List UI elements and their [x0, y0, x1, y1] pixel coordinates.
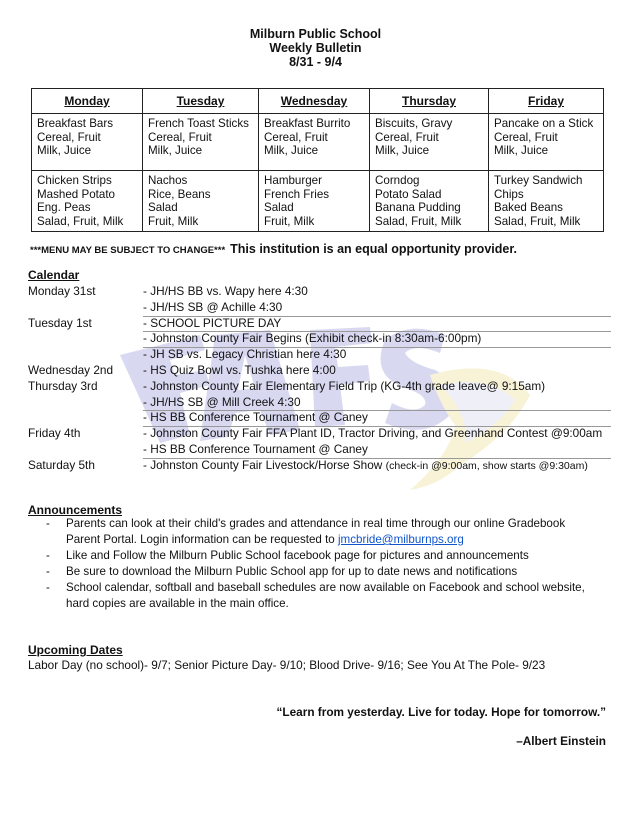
lunch-cell	[489, 171, 604, 232]
calendar-day: Tuesday 1st	[28, 315, 92, 330]
menu-item: Milk, Juice	[264, 144, 319, 158]
email-link[interactable]: jmcbride@milburnps.org	[337, 533, 464, 546]
quote-text: “Learn from yesterday. Live for today. Hope for tomorrow.”	[276, 705, 606, 719]
menu-item: Salad, Fruit, Milk	[375, 214, 462, 228]
calendar-event: - JH/HS BB vs. Wapy here 4:30	[143, 284, 308, 298]
calendar-day: Monday 31st	[28, 284, 96, 298]
menu-item: Nachos	[148, 174, 188, 187]
menu-item: Chips	[494, 187, 524, 201]
menu-day-header: Wednesday	[259, 89, 370, 114]
menu-item: Breakfast Bars	[37, 117, 114, 130]
menu-item: Chicken Strips	[37, 174, 112, 187]
lunch-row	[32, 171, 604, 232]
menu-item: Potato Salad	[375, 187, 442, 201]
school-name: Milburn Public School	[249, 27, 382, 41]
menu-item: Fruit, Milk	[148, 214, 199, 228]
announcements-heading: Announcements	[28, 503, 123, 517]
breakfast-cell	[259, 114, 370, 171]
menu-item: French Toast Sticks	[148, 117, 249, 130]
menu-item: Salad, Fruit, Milk	[494, 214, 581, 228]
breakfast-cell	[370, 114, 489, 171]
menu-day-header: Tuesday	[143, 89, 259, 114]
calendar-row	[28, 331, 608, 347]
menu-item: Cereal, Fruit	[264, 130, 328, 144]
breakfast-cell	[143, 114, 259, 171]
calendar-row	[28, 379, 608, 395]
calendar-row	[28, 347, 608, 363]
calendar-event: - HS BB Conference Tournament @ Caney	[143, 442, 611, 459]
breakfast-row	[32, 114, 604, 171]
equal-opportunity-statement: This institution is an equal opportunity provider.	[230, 242, 517, 256]
menu-item: Rice, Beans	[148, 187, 211, 201]
menu-item: Eng. Peas	[37, 201, 91, 215]
menu-item: Biscuits, Gravy	[375, 117, 453, 130]
calendar-row	[28, 442, 608, 458]
list-item	[28, 548, 588, 564]
menu-item: Cereal, Fruit	[494, 130, 558, 144]
calendar-row	[28, 395, 608, 411]
menu-item: Corndog	[375, 174, 420, 187]
calendar-event: - Johnston County Fair FFA Plant ID, Tractor Driving, and Greenhand Contest @9:00am	[143, 426, 603, 441]
calendar-event: - Johnston County Fair Elementary Field Trip (KG-4th grade leave@ 9:15am)	[143, 378, 546, 393]
bulletin-dates: 8/31 - 9/4	[289, 55, 342, 69]
menu-item: Milk, Juice	[37, 144, 92, 158]
calendar-row	[28, 300, 608, 316]
calendar-day: Wednesday 2nd	[28, 362, 114, 377]
calendar-event: - JH/HS SB @ Achille 4:30	[143, 300, 611, 317]
calendar-row	[28, 363, 608, 379]
menu-table	[31, 88, 604, 232]
calendar-row	[28, 458, 608, 474]
calendar-event: - JH/HS SB @ Mill Creek 4:30	[143, 395, 611, 412]
calendar-event: - SCHOOL PICTURE DAY	[143, 316, 611, 333]
menu-item: Pancake on a Stick	[494, 117, 594, 130]
lunch-cell	[32, 171, 143, 232]
menu-item: Cereal, Fruit	[37, 130, 101, 144]
calendar-day: Saturday 5th	[28, 457, 95, 472]
calendar-day: Thursday 3rd	[28, 378, 98, 393]
bullet-dash: -	[46, 565, 50, 578]
breakfast-cell	[489, 114, 604, 171]
menu-notice	[30, 240, 517, 258]
calendar-heading: Calendar	[28, 268, 80, 282]
announcement-text: Parents can look at their child's grades and attendance in real time through our online Gradebook Parent Portal. Login information can be requested to	[66, 517, 566, 546]
menu-item: Banana Pudding	[375, 201, 461, 215]
menu-item: Hamburger	[264, 174, 322, 187]
calendar-event: - HS BB Conference Tournament @ Caney	[143, 410, 611, 427]
announcement-text: Like and Follow the Milburn Public School facebook page for pictures and announcements	[66, 549, 529, 562]
calendar-event	[143, 458, 588, 475]
calendar-event: - Johnston County Fair Begins (Exhibit check-in 8:30am-6:00pm)	[143, 331, 611, 348]
menu-item: Milk, Juice	[148, 144, 203, 158]
bulletin-title: Weekly Bulletin	[269, 41, 362, 55]
calendar-event-text: - Johnston County Fair Livestock/Horse Show	[143, 457, 383, 472]
calendar-row	[28, 426, 608, 442]
menu-item: Salad	[264, 201, 294, 215]
list-item	[28, 516, 588, 548]
upcoming-dates-text: Labor Day (no school)- 9/7; Senior Picture Day- 9/10; Blood Drive- 9/16; See You At The Pole- 9/23	[28, 658, 546, 672]
lunch-cell	[370, 171, 489, 232]
menu-item: Cereal, Fruit	[148, 130, 212, 144]
menu-item: Salad	[148, 201, 178, 215]
calendar-row	[28, 410, 608, 426]
calendar-row	[28, 284, 608, 300]
list-item	[28, 564, 588, 580]
menu-item: Milk, Juice	[375, 144, 430, 158]
menu-day-header: Monday	[32, 89, 143, 114]
calendar-event-note: (check-in @9:00am, show starts @9:30am)	[385, 459, 588, 472]
menu-item: Mashed Potato	[37, 187, 115, 201]
announcement-text: School calendar, softball and baseball schedules are now available on Facebook and school website, hard copies are available in the main office.	[66, 581, 585, 610]
calendar-event: - JH SB vs. Legacy Christian here 4:30	[143, 347, 347, 362]
menu-item: Fruit, Milk	[264, 214, 315, 228]
menu-day-header: Thursday	[370, 89, 489, 114]
menu-item: Turkey Sandwich	[494, 174, 583, 187]
lunch-cell	[259, 171, 370, 232]
calendar-row	[28, 316, 608, 332]
menu-item: Cereal, Fruit	[375, 130, 439, 144]
announcements-list	[28, 516, 588, 612]
bullet-dash: -	[46, 517, 50, 530]
bullet-dash: -	[46, 549, 50, 562]
announcement-text: Be sure to download the Milburn Public School app for up to date news and notifications	[66, 565, 518, 578]
menu-item: French Fries	[264, 187, 330, 201]
menu-day-header: Friday	[489, 89, 604, 114]
breakfast-cell	[32, 114, 143, 171]
calendar-list	[28, 284, 608, 474]
menu-item: Milk, Juice	[494, 144, 549, 158]
list-item	[28, 580, 588, 612]
menu-item: Breakfast Burrito	[264, 117, 351, 130]
calendar-event: - HS Quiz Bowl vs. Tushka here 4:00	[143, 362, 336, 377]
bulletin-header	[0, 27, 631, 69]
menu-item: Salad, Fruit, Milk	[37, 214, 124, 228]
lunch-cell	[143, 171, 259, 232]
quote-author: –Albert Einstein	[516, 734, 606, 748]
bullet-dash: -	[46, 581, 50, 594]
upcoming-heading: Upcoming Dates	[28, 643, 123, 657]
menu-change-note: ***MENU MAY BE SUBJECT TO CHANGE***	[30, 245, 226, 256]
calendar-day: Friday 4th	[28, 426, 81, 441]
menu-item: Baked Beans	[494, 201, 563, 215]
